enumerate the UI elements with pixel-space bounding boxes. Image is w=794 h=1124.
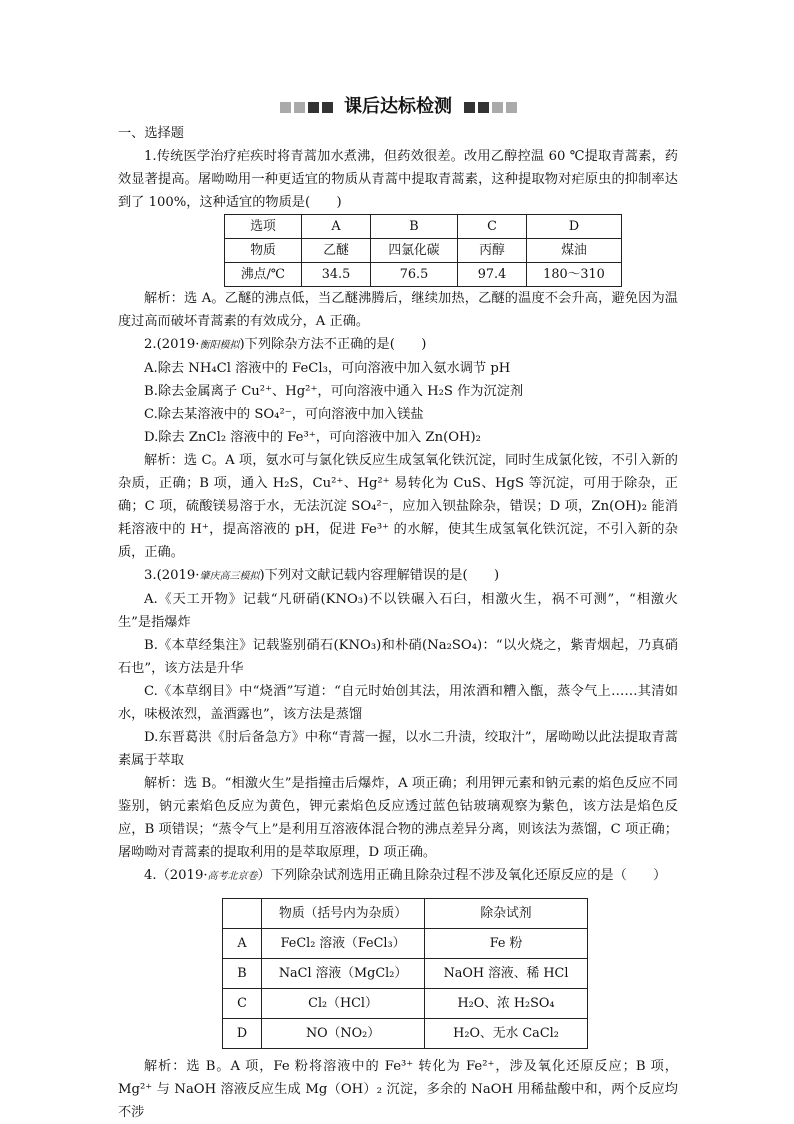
question-3-option-d: D.东晋葛洪《肘后备急方》中称“青蒿一握，以水二升渍，绞取汁”，屠呦呦以此法提取青蒿素属于萃取	[118, 730, 678, 768]
question-2-option-c: C.除去某溶液中的 SO₄²⁻，可向溶液中加入镁盐	[144, 407, 424, 422]
q1-table-cell: 97.4	[458, 263, 527, 287]
q1-table-cell: 四氯化碳	[371, 239, 458, 263]
question-3-option-a: A.《天工开物》记载“凡研硝(KNO₃)不以铁碾入石臼，相激火生，祸不可测”，“相激火生”是指爆炸	[118, 592, 678, 630]
question-1-text: 1.传统医学治疗疟疾时将青蒿加水煮沸，但药效很差。改用乙醇控温 60 ℃提取青蒿素，药效显著提高。屠呦呦用一种更适宜的物质从青蒿中提取青蒿素，这种提取物对疟原虫的抑制率达到了 100%，这种适宜的物质是( )	[118, 149, 678, 210]
question-3-option-c: C.《本草纲目》中“烧酒”写道：“自元时始创其法，用浓酒和糟入甑，蒸令气上……其清如水，味极浓烈，盖酒露也”，该方法是蒸馏	[118, 684, 678, 722]
q4-table-cell	[223, 899, 262, 929]
question-3-option-b: B.《本草经集注》记载鉴别硝石(KNO₃)和朴硝(Na₂SO₄)：“以火烧之，紫青烟起，乃真硝石也”，该方法是升华	[118, 638, 678, 676]
title-text: 课后达标检测	[344, 96, 452, 117]
q4-table-row	[223, 989, 588, 1019]
q4-table-cell: B	[223, 959, 262, 989]
question-2-source: 衡阳模拟	[199, 340, 240, 351]
q4-table-cell: Fe 粉	[425, 929, 588, 959]
q1-table-cell: 选项	[225, 215, 302, 239]
question-4-answer: 解析：选 B。A 项，Fe 粉将溶液中的 Fe³⁺ 转化为 Fe²⁺，涉及氧化还原反应；B 项，Mg²⁺ 与 NaOH 溶液反应生成 Mg（OH）₂ 沉淀，多余的 NaOH 用稀盐酸中和，两个反应均不涉	[118, 1059, 678, 1120]
question-2-option-b: B.除去金属离子 Cu²⁺、Hg²⁺，可向溶液中通入 H₂S 作为沉淀剂	[144, 384, 524, 399]
title-decoration-left	[278, 92, 334, 122]
q4-table-cell: H₂O、无水 CaCl₂	[425, 1019, 588, 1049]
q4-table-cell: 除杂试剂	[425, 899, 588, 929]
q4-table-cell: H₂O、浓 H₂SO₄	[425, 989, 588, 1019]
question-1-answer: 解析：选 A。乙醚的沸点低，当乙醚沸腾后，继续加热，乙醚的温度不会升高，避免因为温度过高而破坏青蒿素的有效成分，A 正确。	[118, 291, 678, 329]
title-decoration-right	[462, 92, 518, 122]
q4-table-cell: NO（NO₂）	[262, 1019, 425, 1049]
question-2-answer: 解析：选 C。A 项，氨水可与氯化铁反应生成氢氧化铁沉淀，同时生成氯化铵，不引入新的杂质，正确；B 项，通入 H₂S，Cu²⁺、Hg²⁺ 易转化为 CuS、HgS 等沉淀，可用于除杂，正确；C 项，硫酸镁易溶于水，无法沉淀 SO₄²⁻，应加入钡盐除杂，错误；D 项，Zn(OH)₂ 能消耗溶液中的 H⁺，提高溶液的 pH，促进 Fe³⁺ 的水解，使其生成氢氧化铁沉淀，不引入新的杂质，正确。	[118, 453, 678, 560]
q1-table-cell: 煤油	[527, 239, 622, 263]
q1-table-cell: 76.5	[371, 263, 458, 287]
section-heading: 一、选择题	[118, 126, 184, 141]
q4-table-cell: Cl₂（HCl）	[262, 989, 425, 1019]
q4-table-cell: FeCl₂ 溶液（FeCl₃）	[262, 929, 425, 959]
question-2-option-a: A.除去 NH₄Cl 溶液中的 FeCl₃，可向溶液中加入氨水调节 pH	[144, 361, 511, 376]
q1-table-cell: D	[527, 215, 622, 239]
q1-table-row	[225, 239, 622, 263]
q1-table-cell: 180～310	[527, 263, 622, 287]
question-1-table	[224, 214, 622, 287]
q1-table-cell: C	[458, 215, 527, 239]
q1-table-row	[225, 263, 622, 287]
q1-table-cell: 丙醇	[458, 239, 527, 263]
q4-table-cell: 物质（括号内为杂质）	[262, 899, 425, 929]
q4-table-cell: NaOH 溶液、稀 HCl	[425, 959, 588, 989]
q1-table-row	[225, 215, 622, 239]
q1-table-cell: 乙醚	[302, 239, 371, 263]
question-2-option-d: D.除去 ZnCl₂ 溶液中的 Fe³⁺，可向溶液中加入 Zn(OH)₂	[144, 430, 481, 445]
question-2-stem: 2.(2019·衡阳模拟)下列除杂方法不正确的是( )	[144, 337, 427, 352]
question-3-stem: 3.(2019·肇庆高三模拟)下列对文献记载内容理解错误的是( )	[144, 568, 500, 583]
q1-table-cell: B	[371, 215, 458, 239]
q4-table-row	[223, 899, 588, 929]
q4-table-cell: C	[223, 989, 262, 1019]
question-4-source: 高考北京卷	[207, 871, 258, 882]
q1-table-cell: 34.5	[302, 263, 371, 287]
q4-table-row	[223, 959, 588, 989]
q4-table-row	[223, 1019, 588, 1049]
q1-table-cell: 沸点/℃	[225, 263, 302, 287]
question-3-source: 肇庆高三模拟	[199, 571, 260, 582]
q4-table-cell: D	[223, 1019, 262, 1049]
q1-table-cell: A	[302, 215, 371, 239]
question-4-stem: 4.（2019·高考北京卷）下列除杂试剂选用正确且除杂过程不涉及氧化还原反应的是（ ）	[144, 868, 667, 883]
page-title	[118, 92, 678, 122]
document-page	[118, 92, 678, 1124]
question-4-table	[222, 898, 588, 1049]
q4-table-row	[223, 929, 588, 959]
question-3-answer: 解析：选 B。“相激火生”是指撞击后爆炸，A 项正确；利用钾元素和钠元素的焰色反应不同鉴别，钠元素焰色反应为黄色，钾元素焰色反应透过蓝色钴玻璃观察为紫色，该方法是焰色反应，B 项错误；“蒸令气上”是利用互溶液体混合物的沸点差异分离，则该法为蒸馏，C 项正确；屠呦呦对青蒿素的提取利用的是萃取原理，D 项正确。	[118, 776, 678, 860]
q4-table-cell: NaCl 溶液（MgCl₂）	[262, 959, 425, 989]
q1-table-cell: 物质	[225, 239, 302, 263]
q4-table-cell: A	[223, 929, 262, 959]
